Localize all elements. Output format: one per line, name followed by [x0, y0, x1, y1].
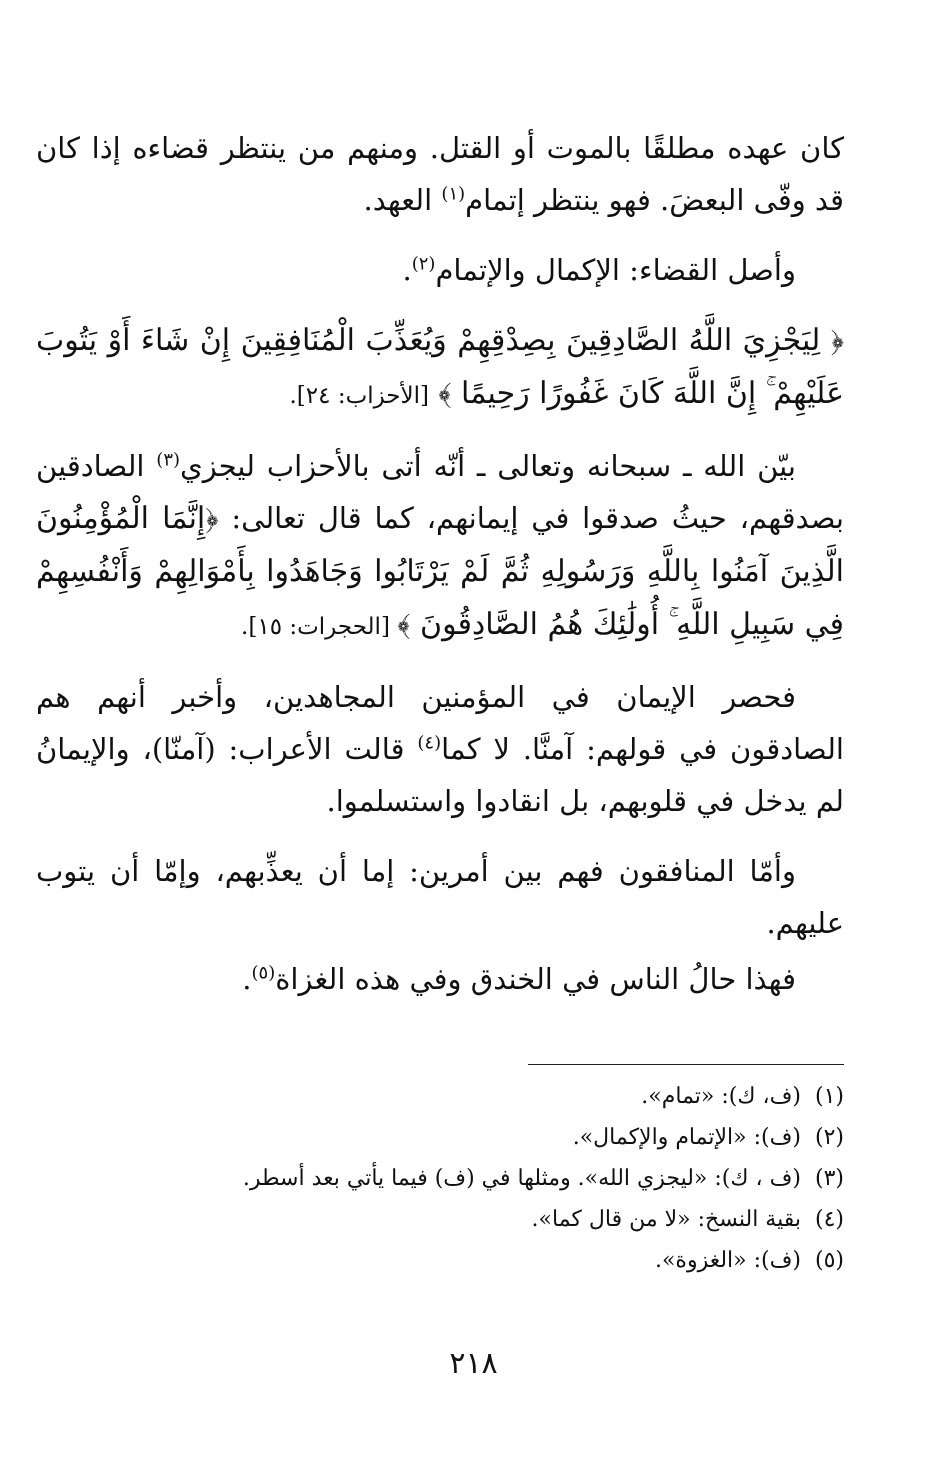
footnotes — [100, 1076, 844, 1281]
paragraph-5-text: وأمّا المنافقون فهم بين أمرين: إما أن يعذِّبهم، وإمّا أن يتوب عليهم. — [36, 854, 844, 940]
footnote-marker-5[interactable]: (٥) — [251, 962, 276, 984]
main-text — [36, 122, 844, 1023]
paragraph-1-text: كان عهده مطلقًا بالموت أو القتل. ومنهم من ينتظر قضاءه إذا كان قد وفّى البعضَ. فهو ينتظر إتمام — [36, 131, 844, 217]
footnote-marker-4[interactable]: (٤) — [417, 732, 442, 754]
footnote-marker-1[interactable]: (١) — [441, 183, 466, 205]
paragraph-4 — [36, 671, 844, 827]
footnote-marker-3[interactable]: (٣) — [156, 449, 181, 471]
footnote-number: (١) — [814, 1084, 844, 1109]
footnote-1 — [100, 1076, 844, 1117]
footnote-text: بقية النسخ: «لا من قال كما». — [531, 1207, 801, 1232]
footnote-3 — [100, 1158, 844, 1199]
quran-verse-2: ﴿إِنَّمَا الْمُؤْمِنُونَ الَّذِينَ آمَنُوا بِاللَّهِ وَرَسُولِهِ ثُمَّ لَمْ يَرْتَابُوا وَجَاهَدُوا بِأَمْوَالِهِمْ وَأَنْفُسِهِمْ فِي سَبِيلِ اللَّهِ ۚ أُولَٰئِكَ هُمُ الصَّادِقُونَ ﴾ — [36, 501, 844, 642]
footnote-text: (ف): «الغزوة». — [654, 1248, 801, 1273]
paragraph-1-text-after: العهد. — [363, 183, 442, 217]
footnote-number: (٣) — [814, 1166, 844, 1191]
paragraph-6-text: فهذا حالُ الناس في الخندق وفي هذه الغزاة — [275, 962, 796, 996]
paragraph-3 — [36, 440, 844, 653]
footnote-4 — [100, 1199, 844, 1240]
footnote-text: (ف): «الإتمام والإكمال». — [572, 1125, 801, 1150]
footnote-number: (٥) — [814, 1248, 844, 1273]
paragraph-2-text-after: . — [402, 253, 412, 287]
footnote-text: (ف، ك): «تمام». — [641, 1084, 801, 1109]
paragraph-2-text: وأصل القضاء: الإكمال والإتمام — [435, 253, 796, 287]
paragraph-2 — [36, 244, 844, 296]
verse-block — [36, 314, 844, 422]
footnote-number: (٢) — [814, 1125, 844, 1150]
paragraph-5 — [36, 845, 844, 949]
footnote-divider — [528, 1064, 844, 1065]
verse-2-reference: [الحجرات: ١٥]. — [241, 614, 398, 640]
quran-verse: ﴿ لِيَجْزِيَ اللَّهُ الصَّادِقِينَ بِصِدْقِهِمْ وَيُعَذِّبَ الْمُنَافِقِينَ إِنْ شَاءَ أَوْ يَتُوبَ عَلَيْهِمْ ۚ إِنَّ اللَّهَ كَانَ غَفُورًا رَحِيمًا ﴾ — [36, 323, 844, 411]
paragraph-4-text: فحصر الإيمان في المؤمنين المجاهدين، وأخبر أنهم هم الصادقون في قولهم: آمنَّا. لا كما — [36, 680, 844, 766]
paragraph-3-text-after: الصادقين بصدقهم، حيثُ صدقوا في إيمانهم، كما قال تعالى: — [36, 449, 844, 535]
footnote-number: (٤) — [814, 1207, 844, 1232]
paragraph-4-text-after: قالت الأعراب: (آمنّا)، والإيمانُ لم يدخل في قلوبهم، بل انقادوا واستسلموا. — [36, 732, 844, 818]
footnote-5 — [100, 1240, 844, 1281]
footnote-marker-2[interactable]: (٢) — [411, 253, 436, 275]
footnote-text: (ف ، ك): «ليجزي الله». ومثلها في (ف) فيما يأتي بعد أسطر. — [242, 1166, 801, 1191]
paragraph-3-text: بيّن الله ـ سبحانه وتعالى ـ أنّه أتى بالأحزاب ليجزي — [180, 449, 796, 483]
paragraph-1 — [36, 122, 844, 226]
verse-reference: [الأحزاب: ٢٤]. — [289, 383, 430, 409]
footnote-2 — [100, 1117, 844, 1158]
paragraph-6-text-after: . — [242, 962, 252, 996]
page-number: ٢١٨ — [449, 1346, 498, 1381]
paragraph-6 — [36, 953, 844, 1005]
